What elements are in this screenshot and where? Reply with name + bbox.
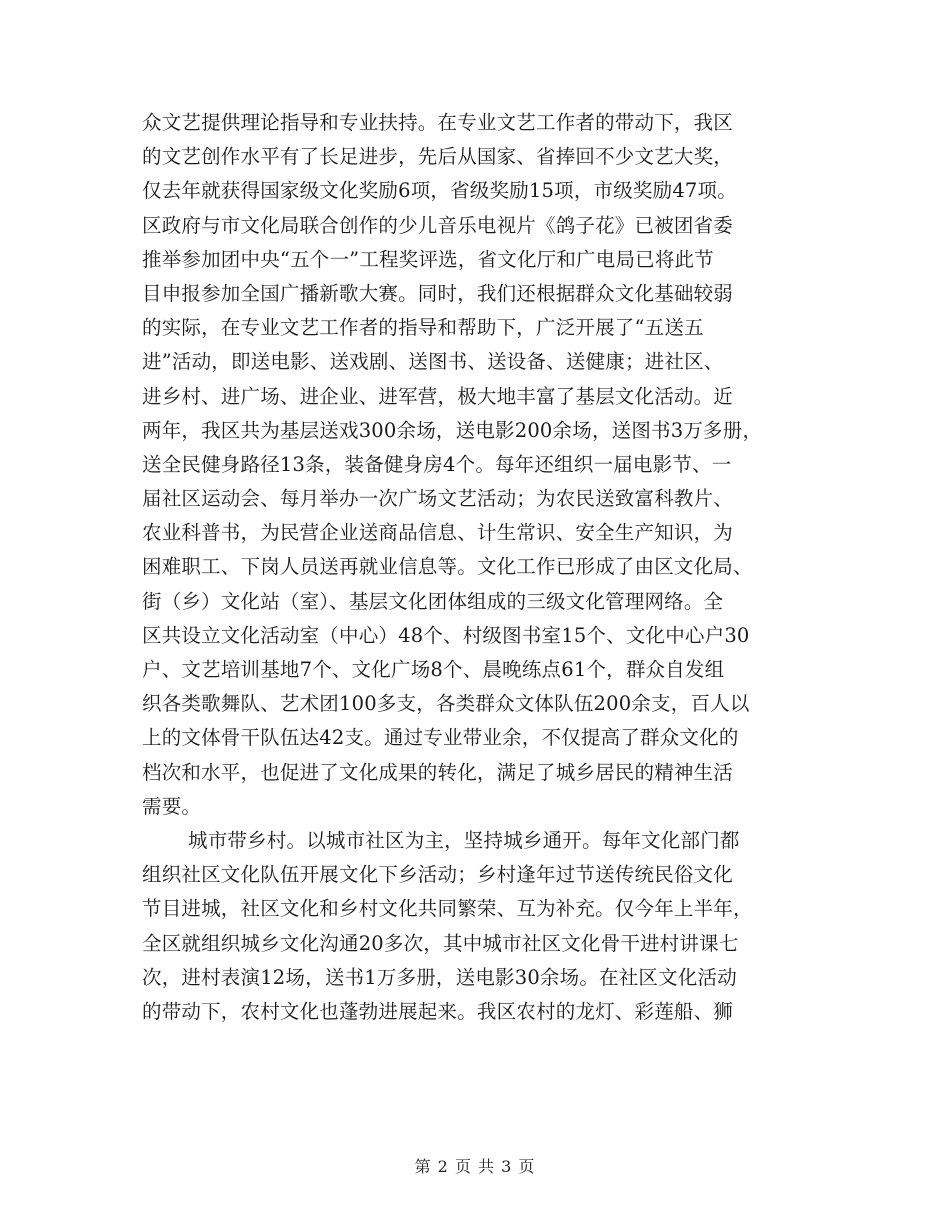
text-line: 户、文艺培训基地7个、文化广场8个、晨晚练点61个，群众自发组: [142, 658, 725, 681]
text-line: 织各类歌舞队、艺术团100多支，各类群众文体队伍200余支，百人以: [142, 692, 750, 716]
text-line: 组织社区文化队伍开展文化下乡活动；乡村逢年过节送传统民俗文化: [142, 863, 734, 887]
text-line: 档次和水平，也促进了文化成果的转化，满足了城乡居民的精神生活: [142, 760, 734, 784]
text-line: 区共设立文化活动室（中心）48个、村级图书室15个、文化中心户30: [142, 623, 750, 647]
text-line: 区政府与市文化局联合创作的少儿音乐电视片《鸽子花》已被团省委: [142, 213, 734, 237]
text-line: 届社区运动会、每月举办一次广场文艺活动；为农民送致富科教片、: [142, 487, 734, 511]
paragraph: [142, 106, 822, 824]
text-line: 的实际，在专业文艺工作者的指导和帮助下，广泛开展了“五送五: [142, 316, 704, 340]
text-line: 的文艺创作水平有了长足进步，先后从国家、省捧回不少文艺大奖，: [142, 145, 734, 169]
page-footer: 第 2 页 共 3 页: [414, 1157, 536, 1176]
text-line: 节目进城，社区文化和乡村文化共同繁荣、互为补充。仅今年上半年，: [142, 897, 753, 921]
paragraph: [142, 824, 822, 1029]
text-line: 城市带乡村。以城市社区为主，坚持城乡通开。每年文化部门都: [188, 828, 740, 852]
text-line: 进乡村、进广场、进企业、进军营，极大地丰富了基层文化活动。近: [142, 384, 734, 408]
text-line: 众文艺提供理论指导和专业扶持。在专业文艺工作者的带动下，我区: [142, 111, 734, 134]
text-line: 两年，我区共为基层送戏300余场，送电影200余场，送图书3万多册，: [142, 418, 763, 442]
text-line: 需要。: [142, 794, 202, 818]
text-line: 推举参加团中央“五个一”工程奖评选，省文化厅和广电局已将此节: [142, 247, 714, 271]
text-line: 困难职工、下岗人员送再就业信息等。文化工作已形成了由区文化局、: [142, 555, 753, 579]
text-line: 全区就组织城乡文化沟通20多次，其中城市社区文化骨干进村讲课七: [142, 931, 739, 955]
text-line: 次，进村表演12场，送书1万多册，送电影30余场。在社区文化活动: [142, 965, 737, 989]
text-line: 送全民健身路径13条，装备健身房4个。每年还组织一届电影节、一: [142, 452, 732, 476]
text-line: 进”活动，即送电影、送戏剧、送图书、送设备、送健康；进社区、: [142, 350, 724, 374]
text-line: 街（乡）文化站（室）、基层文化团体组成的三级文化管理网络。全: [142, 589, 724, 613]
body-text: [142, 106, 822, 1029]
text-line: 上的文体骨干队伍达42支。通过专业带业余，不仅提高了群众文化的: [142, 726, 739, 750]
text-line: 的带动下，农村文化也蓬勃进展起来。我区农村的龙灯、彩莲船、狮: [142, 999, 734, 1023]
text-line: 目申报参加全国广播新歌大赛。同时，我们还根据群众文化基础较弱: [142, 281, 734, 305]
text-line: 仅去年就获得国家级文化奖励6项，省级奖励15项，市级奖励47项。: [142, 179, 737, 203]
text-line: 农业科普书，为民营企业送商品信息、计生常识、安全生产知识，为: [142, 521, 734, 545]
